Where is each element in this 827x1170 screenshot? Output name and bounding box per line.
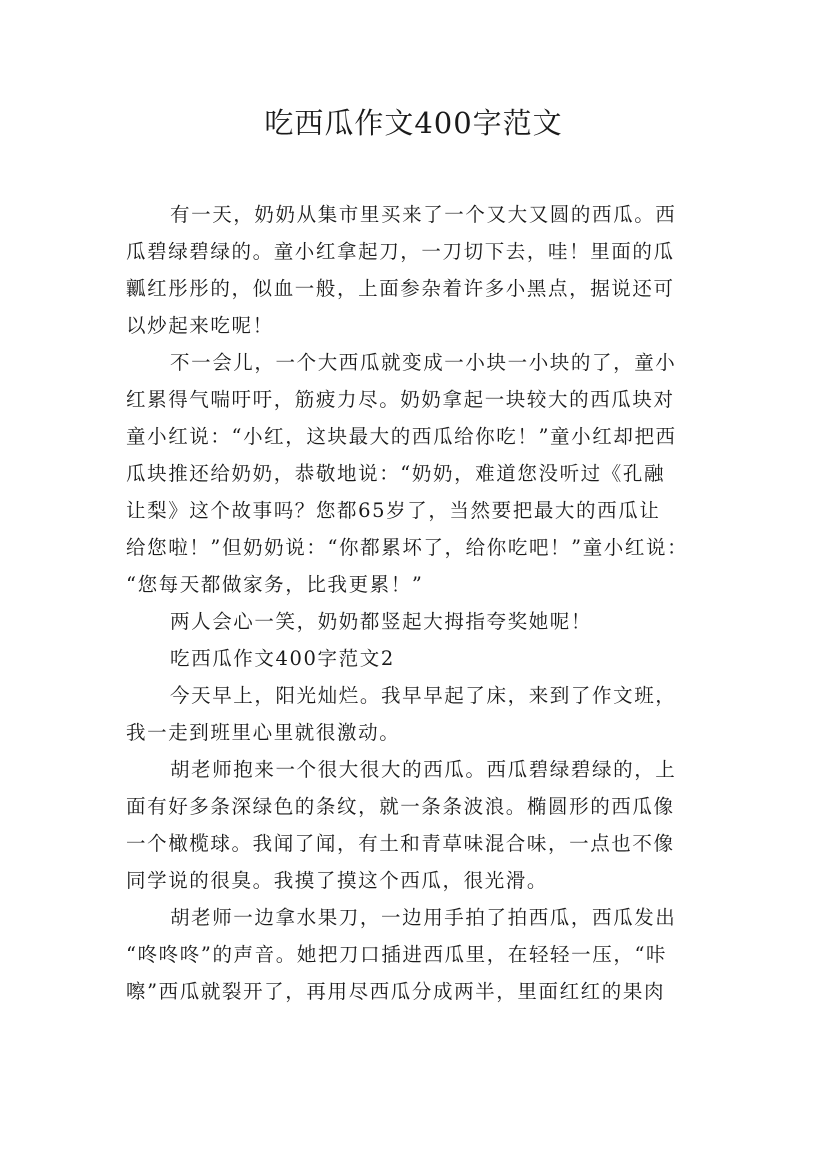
paragraph-line: 有一天，奶奶从集市里买来了一个又大又圆的西瓜。西 [170, 203, 677, 226]
paragraph-line: 瓜块推还给奶奶，恭敬地说：“奶奶，难道您没听过《孔融 [126, 462, 666, 485]
paragraph-line: 两人会心一笑，奶奶都竖起大拇指夸奖她呢！ [170, 610, 593, 633]
paragraph-line: “咚咚咚”的声音。她把刀口插进西瓜里，在轻轻一压，“咔 [126, 943, 668, 966]
document-body [126, 196, 726, 1010]
paragraph-line: 红累得气喘吁吁，筋疲力尽。奶奶拿起一块较大的西瓜块对 [126, 388, 675, 411]
paragraph-line: 胡老师一边拿水果刀，一边用手拍了拍西瓜，西瓜发出 [170, 906, 677, 929]
paragraph-line: 一个橄榄球。我闻了闻，有土和青草味混合味，一点也不像 [126, 832, 675, 855]
paragraph-line: 同学说的很臭。我摸了摸这个西瓜，很光滑。 [126, 869, 549, 892]
paragraph-line: 我一走到班里心里就很激动。 [126, 721, 401, 744]
paragraph-line: 今天早上，阳光灿烂。我早早起了床，来到了作文班， [170, 684, 677, 707]
paragraph-line: “您每天都做家务，比我更累！” [126, 573, 424, 596]
paragraph-line: 嚓”西瓜就裂开了，再用尽西瓜分成两半，里面红红的果肉 [126, 980, 666, 1003]
paragraph-line: 童小红说：“小红，这块最大的西瓜给你吃！”童小红却把西 [126, 425, 677, 448]
paragraph-line: 瓜碧绿碧绿的。童小红拿起刀，一刀切下去，哇！里面的瓜 [126, 240, 675, 263]
paragraph-line: 给您啦！”但奶奶说：“你都累坏了，给你吃吧！”童小红说： [126, 536, 689, 559]
paragraph-line: 不一会儿，一个大西瓜就变成一小块一小块的了，童小 [170, 351, 677, 374]
paragraph-line: 瓤红彤彤的，似血一般，上面参杂着许多小黑点，据说还可 [126, 277, 675, 300]
paragraph-line: 胡老师抱来一个很大很大的西瓜。西瓜碧绿碧绿的，上 [170, 758, 677, 781]
paragraph-line: 让梨》这个故事吗？您都65岁了，当然要把最大的西瓜让 [126, 499, 661, 522]
document-title: 吃西瓜作文400字范文 [264, 106, 563, 140]
paragraph-line: 以炒起来吃呢！ [126, 314, 274, 337]
paragraph-line: 面有好多条深绿色的条纹，就一条条波浪。椭圆形的西瓜像 [126, 795, 675, 818]
section-heading: 吃西瓜作文400字范文2 [170, 647, 395, 670]
